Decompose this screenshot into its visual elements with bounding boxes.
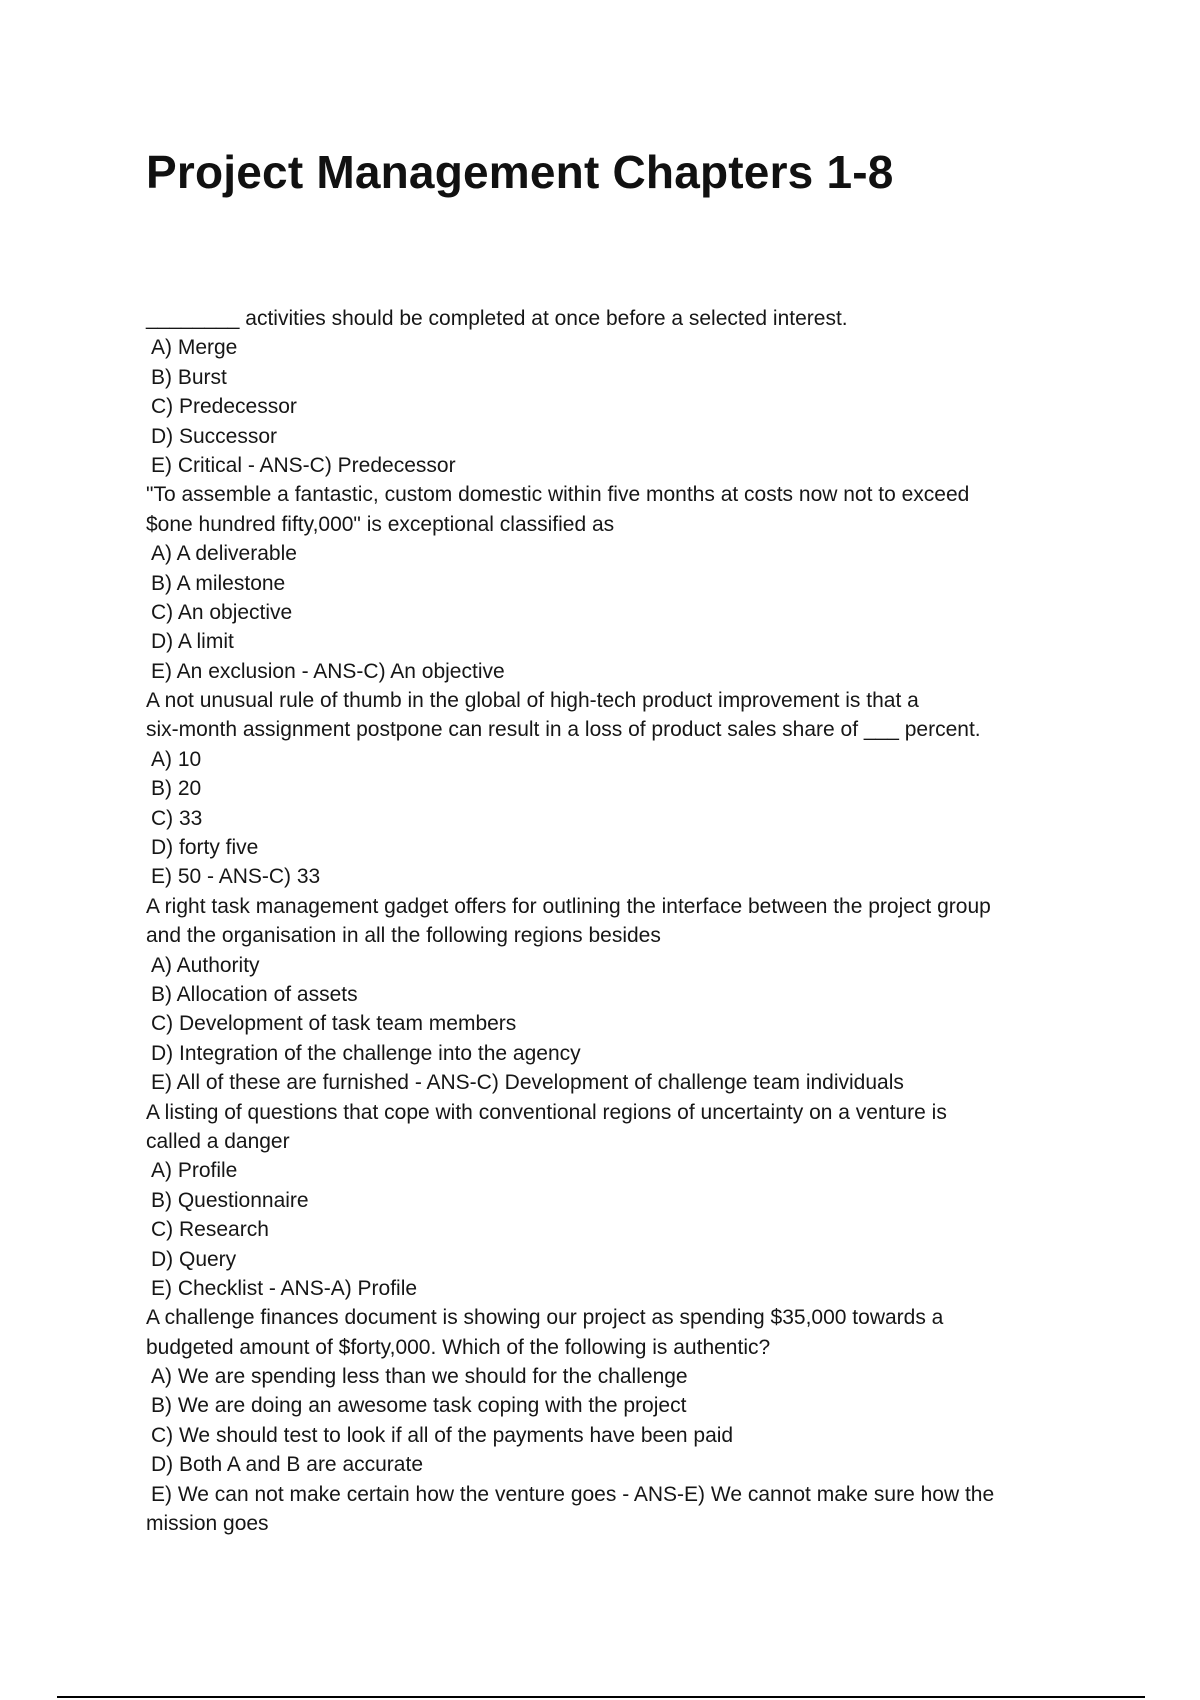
- question-stem: A listing of questions that cope with conventional regions of uncertainty on a venture is: [146, 1100, 947, 1124]
- question-stem: A right task management gadget offers for outlining the interface between the project group: [146, 894, 991, 918]
- option-b: B) Burst: [151, 365, 227, 389]
- question-stem-continued: budgeted amount of $forty,000. Which of the following is authentic?: [146, 1335, 771, 1359]
- question-list: [146, 304, 1066, 1538]
- option-a: A) A deliverable: [151, 542, 297, 566]
- option-b: B) A milestone: [151, 571, 286, 595]
- option-b: B) Questionnaire: [151, 1188, 309, 1212]
- option-a: A) Profile: [151, 1159, 238, 1183]
- question-stem-continued: called a danger: [146, 1129, 290, 1153]
- question-stem: "To assemble a fantastic, custom domestic within five months at costs now not to exceed: [146, 483, 970, 507]
- option-e-answer: E) 50 - ANS-C) 33: [151, 865, 321, 889]
- option-d: D) A limit: [151, 630, 234, 654]
- option-a: A) 10: [151, 747, 202, 771]
- option-c: C) An objective: [151, 600, 293, 624]
- option-b: B) 20: [151, 777, 202, 801]
- option-e-answer-continued: mission goes: [146, 1512, 269, 1536]
- option-d: D) Query: [151, 1247, 237, 1271]
- question-stem: A challenge finances document is showing our project as spending $35,000 towards a: [146, 1306, 944, 1330]
- option-e-answer: E) An exclusion - ANS-C) An objective: [151, 659, 505, 683]
- option-d: D) forty five: [151, 836, 259, 860]
- question-stem-continued: and the organisation in all the following regions besides: [146, 924, 661, 948]
- option-d: D) Integration of the challenge into the agency: [151, 1041, 581, 1065]
- option-b: B) Allocation of assets: [151, 982, 358, 1006]
- option-c: C) Predecessor: [151, 395, 297, 419]
- question-stem: A not unusual rule of thumb in the global of high-tech product improvement is that a: [146, 689, 919, 713]
- option-e-answer: E) Critical - ANS-C) Predecessor: [151, 453, 456, 477]
- option-a: A) Authority: [151, 953, 260, 977]
- question-1: [146, 304, 1066, 480]
- option-e-answer: E) Checklist - ANS-A) Profile: [151, 1276, 418, 1300]
- option-c: C) Research: [151, 1218, 269, 1242]
- option-c: C) Development of task team members: [151, 1012, 517, 1036]
- page-title: Project Management Chapters 1-8: [146, 146, 894, 198]
- option-d: D) Both A and B are accurate: [151, 1453, 423, 1477]
- option-a: A) We are spending less than we should for the challenge: [151, 1365, 688, 1389]
- option-c: C) 33: [151, 806, 203, 830]
- question-6: [146, 1303, 1066, 1538]
- question-5: [146, 1098, 1066, 1304]
- option-c: C) We should test to look if all of the payments have been paid: [151, 1423, 734, 1447]
- option-e-answer: E) All of these are furnished - ANS-C) Development of challenge team individuals: [151, 1071, 904, 1095]
- option-d: D) Successor: [151, 424, 278, 448]
- question-stem-continued: six-month assignment postpone can result in a loss of product sales share of ___ percent.: [146, 718, 981, 742]
- question-3: [146, 686, 1066, 892]
- option-b: B) We are doing an awesome task coping with the project: [151, 1394, 687, 1418]
- option-e-answer: E) We can not make certain how the venture goes - ANS-E) We cannot make sure how the: [151, 1482, 995, 1506]
- question-2: [146, 480, 1066, 686]
- option-a: A) Merge: [151, 336, 238, 360]
- question-4: [146, 892, 1066, 1098]
- question-stem: ________ activities should be completed at once before a selected interest.: [146, 307, 848, 330]
- question-stem-continued: $one hundred fifty,000" is exceptional classified as: [146, 512, 615, 536]
- footer-divider: [57, 1696, 1145, 1698]
